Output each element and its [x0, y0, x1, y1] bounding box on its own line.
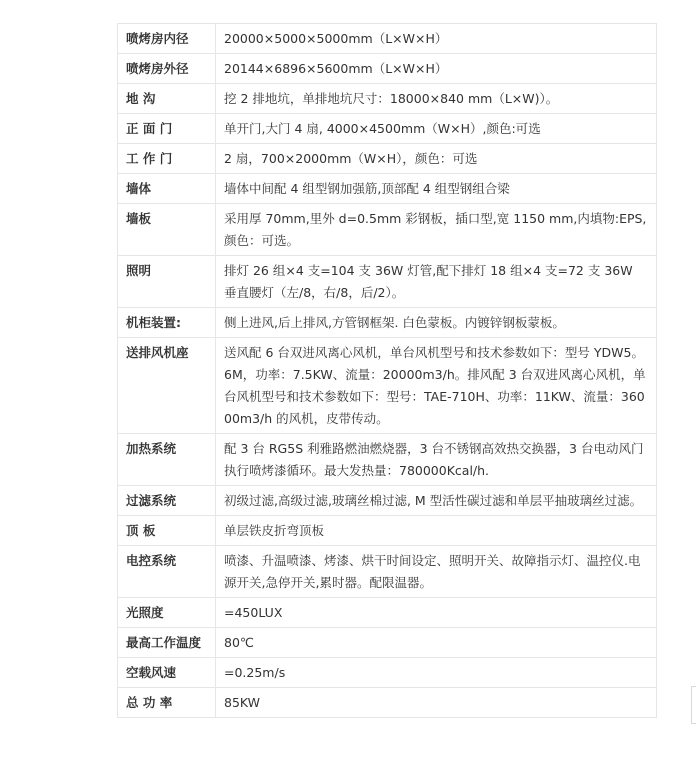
- spec-table: [117, 23, 657, 718]
- row-value: 20144×6896×5600mm（L×W×H）: [216, 54, 657, 84]
- row-label: 加热系统: [118, 434, 216, 486]
- row-label: 总 功 率: [118, 688, 216, 718]
- table-row: [118, 174, 657, 204]
- table-row: [118, 658, 657, 688]
- row-label: 工 作 门: [118, 144, 216, 174]
- row-value: 80℃: [216, 628, 657, 658]
- row-label: 机柜装置:: [118, 308, 216, 338]
- row-value: =0.25m/s: [216, 658, 657, 688]
- row-label: 电控系统: [118, 546, 216, 598]
- side-scroll-tab[interactable]: [691, 686, 696, 724]
- table-row: [118, 84, 657, 114]
- table-row: [118, 628, 657, 658]
- table-row: [118, 308, 657, 338]
- table-row: [118, 516, 657, 546]
- table-row: [118, 144, 657, 174]
- row-label: 墙板: [118, 204, 216, 256]
- row-value: 送风配 6 台双进风离心风机，单台风机型号和技术参数如下：型号 YDW5。6M，功率：7.5KW、流量：20000m3/h。排风配 3 台双进风离心风机，单台风机型号和技术参数如下：型号：TAE-710H、功率：11KW、流量：36000m3/h 的风机，皮带传动。: [216, 338, 657, 434]
- row-value: 20000×5000×5000mm（L×W×H）: [216, 24, 657, 54]
- row-label: 喷烤房内径: [118, 24, 216, 54]
- row-value: 配 3 台 RG5S 利雅路燃油燃烧器，3 台不锈钢高效热交换器，3 台电动风门执行喷烤漆循环。最大发热量：780000Kcal/h.: [216, 434, 657, 486]
- row-value: 85KW: [216, 688, 657, 718]
- row-label: 送排风机座: [118, 338, 216, 434]
- table-row: [118, 688, 657, 718]
- row-value: 初级过滤,高级过滤,玻璃丝棉过滤, M 型活性碳过滤和单层平抽玻璃丝过滤。: [216, 486, 657, 516]
- row-value: 排灯 26 组×4 支=104 支 36W 灯管,配下排灯 18 组×4 支=72 支 36W 垂直腰灯（左/8，右/8，后/2）。: [216, 256, 657, 308]
- row-value: 侧上进风,后上排风,方管钢框架. 白色蒙板。内镀锌钢板蒙板。: [216, 308, 657, 338]
- table-row: [118, 598, 657, 628]
- row-value: 喷漆、升温喷漆、烤漆、烘干时间设定、照明开关、故障指示灯、温控仪.电源开关,急停开关,累时器。配限温器。: [216, 546, 657, 598]
- row-label: 墙体: [118, 174, 216, 204]
- table-row: [118, 114, 657, 144]
- row-label: 空载风速: [118, 658, 216, 688]
- row-value: 2 扇，700×2000mm（W×H），颜色：可选: [216, 144, 657, 174]
- table-row: [118, 24, 657, 54]
- row-label: 正 面 门: [118, 114, 216, 144]
- row-value: 墙体中间配 4 组型钢加强筋,顶部配 4 组型钢组合梁: [216, 174, 657, 204]
- row-label: 照明: [118, 256, 216, 308]
- row-value: =450LUX: [216, 598, 657, 628]
- row-label: 光照度: [118, 598, 216, 628]
- row-label: 最高工作温度: [118, 628, 216, 658]
- table-row: [118, 434, 657, 486]
- row-label: 过滤系统: [118, 486, 216, 516]
- table-row: [118, 338, 657, 434]
- row-label: 地 沟: [118, 84, 216, 114]
- row-label: 喷烤房外径: [118, 54, 216, 84]
- row-value: 采用厚 70mm,里外 d=0.5mm 彩钢板，插口型,宽 1150 mm,内填物:EPS, 颜色：可选。: [216, 204, 657, 256]
- row-value: 单层铁皮折弯顶板: [216, 516, 657, 546]
- row-label: 顶 板: [118, 516, 216, 546]
- table-row: [118, 204, 657, 256]
- row-value: 单开门,大门 4 扇, 4000×4500mm（W×H）,颜色:可选: [216, 114, 657, 144]
- spec-table-body: [118, 24, 657, 718]
- row-value: 挖 2 排地坑，单排地坑尺寸：18000×840 mm（L×W)）。: [216, 84, 657, 114]
- table-row: [118, 486, 657, 516]
- table-row: [118, 546, 657, 598]
- table-row: [118, 54, 657, 84]
- table-row: [118, 256, 657, 308]
